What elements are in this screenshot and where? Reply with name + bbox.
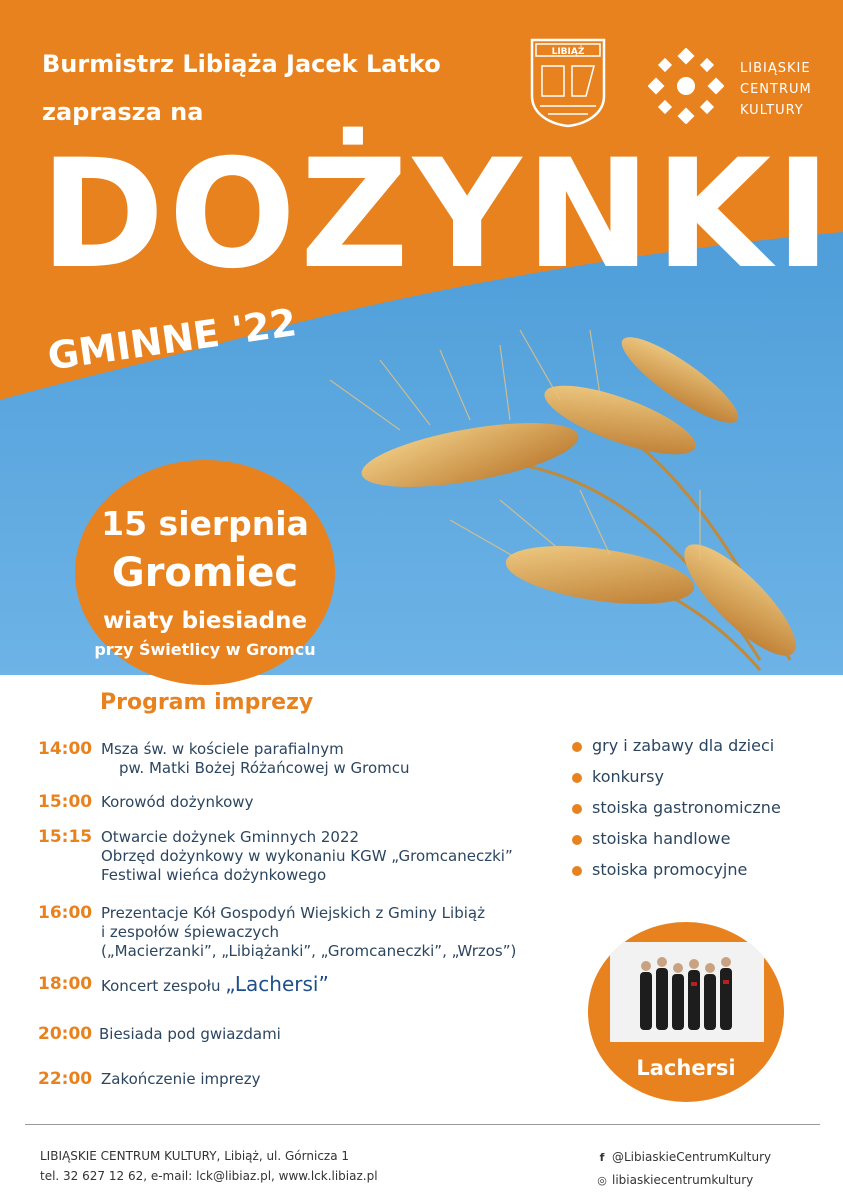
bullet-icon [572, 866, 582, 876]
event-venue-detail: przy Świetlicy w Gromcu [94, 640, 316, 659]
schedule-desc [101, 740, 561, 778]
bullet-icon [572, 835, 582, 845]
instagram-handle: libiaskiecentrumkultury [612, 1173, 754, 1187]
attraction-label: stoiska handlowe [592, 829, 731, 848]
band-name: Lachersi [636, 1056, 736, 1080]
schedule-time: 15:15 [38, 827, 93, 847]
band-photo [610, 942, 764, 1042]
event-subtitle: GMINNE '22 [45, 300, 300, 379]
facebook-icon: f [599, 1151, 605, 1164]
libiaz-crest-icon [528, 36, 608, 128]
footer-address: LIBIĄSKIE CENTRUM KULTURY, Libiąż, ul. Górnicza 1 [40, 1149, 350, 1163]
inviter-text [42, 40, 441, 136]
bullet-icon [572, 742, 582, 752]
list-item [572, 767, 832, 798]
list-item [572, 860, 832, 891]
program-title: Program imprezy [100, 690, 314, 715]
facebook-link[interactable] [596, 1146, 771, 1169]
event-venue: wiaty biesiadne [102, 608, 308, 634]
instagram-link[interactable] [596, 1169, 771, 1192]
band-badge [588, 922, 784, 1102]
footer-social [596, 1146, 771, 1192]
date-venue-badge [75, 460, 335, 685]
inviter-line-2: zaprasza na [42, 98, 204, 126]
attraction-label: gry i zabawy dla dzieci [592, 736, 775, 755]
schedule-line: Prezentacje Kół Gospodyń Wiejskich z Gminy Libiąż [101, 904, 485, 922]
attractions-list [572, 736, 832, 891]
event-date: 15 sierpnia [101, 504, 309, 543]
schedule-desc [101, 793, 561, 812]
bullet-icon [572, 804, 582, 814]
list-item [572, 829, 832, 860]
schedule-line: Koncert zespołu [101, 977, 221, 995]
facebook-handle: @LibiaskieCentrumKultury [612, 1150, 772, 1164]
schedule-line: Biesiada pod gwiazdami [99, 1025, 281, 1043]
schedule-time: 22:00 [38, 1069, 93, 1089]
org-name [740, 58, 812, 121]
schedule-line: i zespołów śpiewaczych [101, 923, 279, 941]
footer-phone-email: tel. 32 627 12 62, e-mail: lck@libiaz.pl, www.lck.libiaz.pl [40, 1169, 378, 1183]
band-highlight: „Lachersi” [225, 972, 329, 996]
event-title: DOŻYNKI [40, 128, 835, 302]
schedule-line: Otwarcie dożynek Gminnych 2022 [101, 828, 360, 846]
schedule-time: 18:00 [38, 974, 93, 994]
schedule-desc [101, 1070, 561, 1089]
inviter-line-1: Burmistrz Libiąża Jacek Latko [42, 50, 441, 78]
schedule-line: Korowód dożynkowy [101, 793, 254, 811]
schedule-time: 14:00 [38, 739, 93, 759]
event-place: Gromiec [111, 550, 299, 596]
instagram-icon: ◎ [597, 1174, 607, 1187]
schedule-line: Festiwal wieńca dożynkowego [101, 866, 327, 884]
bullet-icon [572, 773, 582, 783]
org-name-line-2: CENTRUM [740, 82, 812, 97]
schedule-desc [99, 1025, 559, 1044]
schedule-line: Msza św. w kościele parafialnym [101, 740, 344, 758]
attraction-label: stoiska gastronomiczne [592, 798, 781, 817]
schedule-time: 20:00 [38, 1024, 93, 1044]
schedule-desc [101, 828, 561, 885]
list-item [572, 798, 832, 829]
schedule-time: 16:00 [38, 903, 93, 923]
schedule-desc [101, 904, 561, 961]
org-name-line-3: KULTURY [740, 103, 804, 118]
attraction-label: stoiska promocyjne [592, 860, 748, 879]
org-name-line-1: LIBIĄSKIE [740, 61, 811, 76]
schedule-line: Zakończenie imprezy [101, 1070, 261, 1088]
schedule-desc [101, 972, 561, 996]
schedule-line: pw. Matki Bożej Różańcowej w Gromcu [119, 759, 410, 777]
schedule-line: Obrzęd dożynkowy w wykonaniu KGW „Gromcaneczki” [101, 847, 513, 865]
list-item [572, 736, 832, 767]
schedule-line: („Macierzanki”, „Libiążanki”, „Gromcaneczki”, „Wrzos”) [101, 942, 517, 960]
lck-logo-icon [648, 48, 724, 124]
crest-label: LIBIĄŻ [551, 47, 585, 57]
attraction-label: konkursy [592, 767, 664, 786]
footer-divider [25, 1124, 820, 1125]
schedule-time: 15:00 [38, 792, 93, 812]
footer-contact [40, 1146, 378, 1186]
